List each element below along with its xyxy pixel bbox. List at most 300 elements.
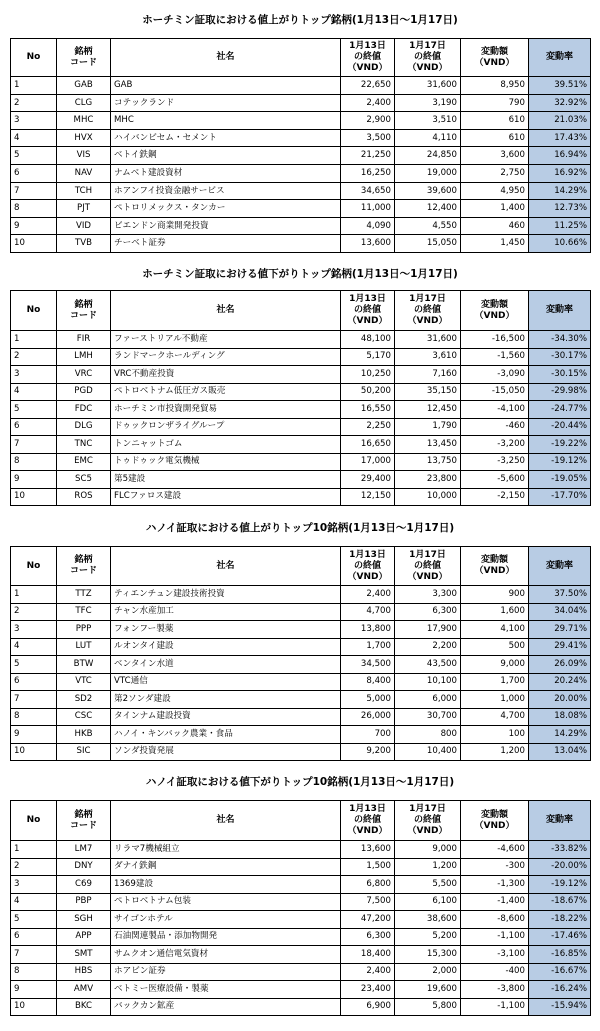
cell-close-jan13: 9,200 — [341, 743, 395, 761]
cell-name: サイゴンホテル — [111, 911, 341, 929]
cell-no: 3 — [11, 621, 57, 639]
cell-close-jan13: 16,550 — [341, 401, 395, 419]
header-row — [11, 547, 591, 586]
table-row — [11, 164, 591, 182]
cell-close-jan13: 6,800 — [341, 876, 395, 894]
cell-no: 6 — [11, 164, 57, 182]
cell-no: 2 — [11, 348, 57, 366]
cell-rate: -19.05% — [529, 471, 591, 489]
cell-no: 6 — [11, 928, 57, 946]
cell-change: -1,300 — [461, 876, 529, 894]
cell-name: VTC通信 — [111, 673, 341, 691]
table-row — [11, 586, 591, 604]
cell-no: 7 — [11, 182, 57, 200]
cell-change: 900 — [461, 586, 529, 604]
table-row — [11, 858, 591, 876]
cell-name: チーベト証券 — [111, 235, 341, 253]
cell-rate: -18.67% — [529, 893, 591, 911]
cell-code: VRC — [57, 366, 111, 384]
table-row — [11, 112, 591, 130]
section-title: ホーチミン証取における値上がりトップ銘柄(1月13日～1月17日) — [142, 14, 458, 26]
cell-code: APP — [57, 928, 111, 946]
cell-code: VID — [57, 217, 111, 235]
cell-no: 9 — [11, 471, 57, 489]
cell-name: リラマ7機械組立 — [111, 841, 341, 859]
header-row — [11, 801, 591, 841]
header-row — [11, 291, 591, 331]
cell-no: 10 — [11, 998, 57, 1016]
table-row — [11, 621, 591, 639]
cell-no: 6 — [11, 673, 57, 691]
cell-close-jan17: 800 — [395, 726, 461, 744]
cell-close-jan17: 30,700 — [395, 708, 461, 726]
header-close-jan17: 1月17日 の終値 （VND） — [395, 291, 461, 331]
cell-change: 1,450 — [461, 235, 529, 253]
cell-rate: 18.08% — [529, 708, 591, 726]
cell-close-jan13: 11,000 — [341, 200, 395, 218]
cell-name: ベトイ鉄鋼 — [111, 147, 341, 165]
cell-name: ティエンチュン建設技術投資 — [111, 586, 341, 604]
cell-change: -1,100 — [461, 928, 529, 946]
cell-rate: 10.66% — [529, 235, 591, 253]
table-row — [11, 488, 591, 506]
cell-close-jan13: 700 — [341, 726, 395, 744]
header-no: No — [11, 801, 57, 841]
cell-rate: 26.09% — [529, 656, 591, 674]
header-rate: 変動率 — [529, 39, 591, 77]
table-row — [11, 911, 591, 929]
cell-change: 4,950 — [461, 182, 529, 200]
cell-close-jan13: 50,200 — [341, 383, 395, 401]
cell-code: SGH — [57, 911, 111, 929]
header-code: 銘柄 コード — [57, 39, 111, 77]
cell-name: ランドマークホールディング — [111, 348, 341, 366]
cell-code: DNY — [57, 858, 111, 876]
cell-change: 1,600 — [461, 603, 529, 621]
table-row — [11, 963, 591, 981]
cell-code: TVB — [57, 235, 111, 253]
header-name: 社名 — [111, 547, 341, 586]
cell-code: HKB — [57, 726, 111, 744]
cell-close-jan13: 22,650 — [341, 77, 395, 95]
cell-rate: -30.15% — [529, 366, 591, 384]
cell-code: VIS — [57, 147, 111, 165]
cell-no: 10 — [11, 488, 57, 506]
cell-code: BKC — [57, 998, 111, 1016]
cell-close-jan13: 26,000 — [341, 708, 395, 726]
cell-no: 2 — [11, 603, 57, 621]
cell-code: TNC — [57, 436, 111, 454]
cell-rate: 11.25% — [529, 217, 591, 235]
header-close-jan17: 1月17日 の終値 （VND） — [395, 547, 461, 586]
cell-no: 9 — [11, 981, 57, 999]
cell-code: LMH — [57, 348, 111, 366]
table-row — [11, 656, 591, 674]
cell-change: -1,400 — [461, 893, 529, 911]
header-change: 変動額 （VND） — [461, 291, 529, 331]
cell-name: ペトロベトナム低圧ガス販売 — [111, 383, 341, 401]
cell-no: 5 — [11, 147, 57, 165]
cell-close-jan17: 13,750 — [395, 453, 461, 471]
cell-change: -3,090 — [461, 366, 529, 384]
cell-code: PJT — [57, 200, 111, 218]
cell-change: -300 — [461, 858, 529, 876]
cell-code: GAB — [57, 77, 111, 95]
cell-close-jan17: 6,300 — [395, 603, 461, 621]
ranking-table — [10, 800, 591, 1016]
cell-close-jan17: 5,500 — [395, 876, 461, 894]
cell-no: 2 — [11, 94, 57, 112]
cell-name: ドゥックロンザライグループ — [111, 418, 341, 436]
cell-close-jan13: 1,500 — [341, 858, 395, 876]
cell-rate: -16.24% — [529, 981, 591, 999]
table-row — [11, 638, 591, 656]
cell-change: -3,100 — [461, 946, 529, 964]
cell-change: 610 — [461, 112, 529, 130]
cell-close-jan17: 10,000 — [395, 488, 461, 506]
cell-close-jan17: 15,300 — [395, 946, 461, 964]
cell-no: 3 — [11, 366, 57, 384]
header-rate: 変動率 — [529, 547, 591, 586]
cell-change: -16,500 — [461, 331, 529, 349]
cell-code: PPP — [57, 621, 111, 639]
cell-name: ナムベト建設資材 — [111, 164, 341, 182]
cell-close-jan17: 4,550 — [395, 217, 461, 235]
cell-code: FDC — [57, 401, 111, 419]
cell-close-jan13: 13,600 — [341, 841, 395, 859]
cell-rate: 21.03% — [529, 112, 591, 130]
cell-name: ファーストリアル不動産 — [111, 331, 341, 349]
cell-code: TFC — [57, 603, 111, 621]
cell-rate: -20.44% — [529, 418, 591, 436]
cell-name: 石油関連製品・添加物開発 — [111, 928, 341, 946]
cell-close-jan13: 34,500 — [341, 656, 395, 674]
table-row — [11, 366, 591, 384]
cell-name: 1369建設 — [111, 876, 341, 894]
cell-close-jan13: 2,900 — [341, 112, 395, 130]
table-row — [11, 893, 591, 911]
cell-change: 610 — [461, 129, 529, 147]
cell-code: BTW — [57, 656, 111, 674]
cell-change: 460 — [461, 217, 529, 235]
cell-change: 9,000 — [461, 656, 529, 674]
table-row — [11, 603, 591, 621]
cell-name: MHC — [111, 112, 341, 130]
cell-rate: -20.00% — [529, 858, 591, 876]
cell-name: トゥドゥック電気機械 — [111, 453, 341, 471]
cell-name: ダナイ鉄鋼 — [111, 858, 341, 876]
cell-rate: -34.30% — [529, 331, 591, 349]
cell-rate: 20.00% — [529, 691, 591, 709]
cell-close-jan13: 21,250 — [341, 147, 395, 165]
cell-close-jan13: 10,250 — [341, 366, 395, 384]
cell-close-jan17: 19,000 — [395, 164, 461, 182]
cell-code: EMC — [57, 453, 111, 471]
table-row — [11, 418, 591, 436]
cell-close-jan13: 1,700 — [341, 638, 395, 656]
cell-close-jan17: 1,200 — [395, 858, 461, 876]
cell-code: CSC — [57, 708, 111, 726]
cell-name: ホーチミン市投資開発貿易 — [111, 401, 341, 419]
cell-code: C69 — [57, 876, 111, 894]
cell-no: 10 — [11, 235, 57, 253]
table-row — [11, 876, 591, 894]
table-row — [11, 998, 591, 1016]
header-rate: 変動率 — [529, 291, 591, 331]
header-code: 銘柄 コード — [57, 291, 111, 331]
cell-code: LUT — [57, 638, 111, 656]
cell-no: 7 — [11, 946, 57, 964]
cell-close-jan17: 38,600 — [395, 911, 461, 929]
cell-name: コテックランド — [111, 94, 341, 112]
cell-no: 3 — [11, 876, 57, 894]
cell-change: 3,600 — [461, 147, 529, 165]
cell-close-jan17: 31,600 — [395, 331, 461, 349]
table-row — [11, 841, 591, 859]
cell-name: フォンフー製薬 — [111, 621, 341, 639]
cell-code: SMT — [57, 946, 111, 964]
cell-close-jan17: 12,400 — [395, 200, 461, 218]
header-no: No — [11, 547, 57, 586]
cell-rate: 20.24% — [529, 673, 591, 691]
cell-code: HBS — [57, 963, 111, 981]
cell-name: ハノイ・キンバック農業・食品 — [111, 726, 341, 744]
cell-change: -4,100 — [461, 401, 529, 419]
cell-change: -400 — [461, 963, 529, 981]
cell-name: ハイバンビセム・セメント — [111, 129, 341, 147]
cell-rate: 34.04% — [529, 603, 591, 621]
cell-code: HVX — [57, 129, 111, 147]
cell-close-jan17: 3,610 — [395, 348, 461, 366]
cell-close-jan13: 2,400 — [341, 963, 395, 981]
cell-name: ルオンタイ建設 — [111, 638, 341, 656]
ranking-table — [10, 290, 591, 506]
cell-code: TTZ — [57, 586, 111, 604]
cell-close-jan13: 17,000 — [341, 453, 395, 471]
cell-rate: -33.82% — [529, 841, 591, 859]
cell-no: 6 — [11, 418, 57, 436]
cell-close-jan17: 2,200 — [395, 638, 461, 656]
table-row — [11, 928, 591, 946]
cell-close-jan17: 5,200 — [395, 928, 461, 946]
cell-rate: 13.04% — [529, 743, 591, 761]
cell-no: 8 — [11, 963, 57, 981]
cell-rate: 16.94% — [529, 147, 591, 165]
cell-close-jan13: 34,650 — [341, 182, 395, 200]
cell-code: SD2 — [57, 691, 111, 709]
cell-rate: -19.12% — [529, 453, 591, 471]
cell-close-jan13: 29,400 — [341, 471, 395, 489]
cell-close-jan17: 13,450 — [395, 436, 461, 454]
cell-name: トンニャットゴム — [111, 436, 341, 454]
header-close-jan17: 1月17日 の終値 （VND） — [395, 39, 461, 77]
cell-rate: 16.92% — [529, 164, 591, 182]
cell-change: 790 — [461, 94, 529, 112]
cell-close-jan13: 6,900 — [341, 998, 395, 1016]
header-close-jan13: 1月13日 の終値 （VND） — [341, 547, 395, 586]
cell-rate: -30.17% — [529, 348, 591, 366]
cell-change: 500 — [461, 638, 529, 656]
cell-close-jan13: 2,400 — [341, 94, 395, 112]
cell-close-jan17: 10,400 — [395, 743, 461, 761]
table-row — [11, 331, 591, 349]
cell-rate: 29.71% — [529, 621, 591, 639]
cell-code: LM7 — [57, 841, 111, 859]
header-change: 変動額 （VND） — [461, 39, 529, 77]
header-change: 変動額 （VND） — [461, 547, 529, 586]
cell-close-jan17: 12,450 — [395, 401, 461, 419]
header-no: No — [11, 291, 57, 331]
cell-close-jan17: 5,800 — [395, 998, 461, 1016]
cell-name: GAB — [111, 77, 341, 95]
cell-no: 5 — [11, 656, 57, 674]
cell-no: 1 — [11, 841, 57, 859]
cell-close-jan13: 16,650 — [341, 436, 395, 454]
cell-close-jan17: 17,900 — [395, 621, 461, 639]
cell-name: 第2ソンダ建設 — [111, 691, 341, 709]
cell-close-jan17: 15,050 — [395, 235, 461, 253]
cell-change: -3,800 — [461, 981, 529, 999]
cell-close-jan13: 16,250 — [341, 164, 395, 182]
cell-name: チャン水産加工 — [111, 603, 341, 621]
cell-change: 4,700 — [461, 708, 529, 726]
cell-rate: -16.67% — [529, 963, 591, 981]
table-row — [11, 217, 591, 235]
cell-close-jan13: 4,700 — [341, 603, 395, 621]
cell-close-jan13: 8,400 — [341, 673, 395, 691]
cell-close-jan13: 5,170 — [341, 348, 395, 366]
cell-code: NAV — [57, 164, 111, 182]
cell-code: PBP — [57, 893, 111, 911]
cell-no: 5 — [11, 911, 57, 929]
cell-rate: -15.94% — [529, 998, 591, 1016]
cell-no: 9 — [11, 217, 57, 235]
table-row — [11, 453, 591, 471]
table-row — [11, 383, 591, 401]
cell-name: 第5建設 — [111, 471, 341, 489]
cell-code: SIC — [57, 743, 111, 761]
cell-no: 8 — [11, 708, 57, 726]
cell-code: VTC — [57, 673, 111, 691]
cell-close-jan17: 31,600 — [395, 77, 461, 95]
cell-code: ROS — [57, 488, 111, 506]
cell-close-jan17: 39,600 — [395, 182, 461, 200]
cell-name: VRC不動産投資 — [111, 366, 341, 384]
header-name: 社名 — [111, 291, 341, 331]
cell-name: ソンダ投資発展 — [111, 743, 341, 761]
ranking-table — [10, 38, 591, 253]
section-title: ハノイ証取における値下がりトップ10銘柄(1月13日～1月17日) — [145, 776, 455, 788]
cell-rate: -24.77% — [529, 401, 591, 419]
table-row — [11, 235, 591, 253]
cell-rate: 14.29% — [529, 726, 591, 744]
cell-close-jan17: 3,510 — [395, 112, 461, 130]
cell-code: AMV — [57, 981, 111, 999]
cell-close-jan17: 19,600 — [395, 981, 461, 999]
cell-change: 4,100 — [461, 621, 529, 639]
cell-change: -460 — [461, 418, 529, 436]
header-code: 銘柄 コード — [57, 547, 111, 586]
cell-change: -4,600 — [461, 841, 529, 859]
cell-rate: 37.50% — [529, 586, 591, 604]
cell-no: 1 — [11, 586, 57, 604]
header-name: 社名 — [111, 801, 341, 841]
cell-rate: -17.70% — [529, 488, 591, 506]
header-rate: 変動率 — [529, 801, 591, 841]
cell-code: DLG — [57, 418, 111, 436]
header-close-jan13: 1月13日 の終値 （VND） — [341, 291, 395, 331]
table-row — [11, 401, 591, 419]
cell-name: FLCファロス建設 — [111, 488, 341, 506]
cell-name: ペトロリメックス・タンカー — [111, 200, 341, 218]
cell-close-jan13: 6,300 — [341, 928, 395, 946]
cell-change: 2,750 — [461, 164, 529, 182]
table-row — [11, 94, 591, 112]
table-row — [11, 981, 591, 999]
cell-close-jan17: 6,100 — [395, 893, 461, 911]
cell-rate: -18.22% — [529, 911, 591, 929]
cell-code: CLG — [57, 94, 111, 112]
cell-close-jan17: 9,000 — [395, 841, 461, 859]
cell-change: 1,200 — [461, 743, 529, 761]
cell-close-jan17: 10,100 — [395, 673, 461, 691]
header-close-jan17: 1月17日 の終値 （VND） — [395, 801, 461, 841]
cell-rate: 29.41% — [529, 638, 591, 656]
cell-change: 1,700 — [461, 673, 529, 691]
cell-name: ビエンドン商業開発投資 — [111, 217, 341, 235]
cell-name: タインナム建設投資 — [111, 708, 341, 726]
cell-no: 10 — [11, 743, 57, 761]
cell-close-jan13: 48,100 — [341, 331, 395, 349]
cell-close-jan17: 1,790 — [395, 418, 461, 436]
cell-no: 1 — [11, 331, 57, 349]
cell-close-jan17: 2,000 — [395, 963, 461, 981]
cell-rate: 14.29% — [529, 182, 591, 200]
cell-close-jan13: 5,000 — [341, 691, 395, 709]
table-row — [11, 946, 591, 964]
cell-name: ペトロベトナム包装 — [111, 893, 341, 911]
header-close-jan13: 1月13日 の終値 （VND） — [341, 39, 395, 77]
cell-no: 1 — [11, 77, 57, 95]
cell-change: -2,150 — [461, 488, 529, 506]
cell-close-jan17: 7,160 — [395, 366, 461, 384]
cell-change: -5,600 — [461, 471, 529, 489]
ranking-table — [10, 546, 591, 761]
cell-change: 1,400 — [461, 200, 529, 218]
cell-close-jan13: 18,400 — [341, 946, 395, 964]
header-no: No — [11, 39, 57, 77]
table-row — [11, 348, 591, 366]
cell-name: サムクオン通信電気資材 — [111, 946, 341, 964]
cell-close-jan17: 4,110 — [395, 129, 461, 147]
cell-close-jan17: 35,150 — [395, 383, 461, 401]
cell-change: -8,600 — [461, 911, 529, 929]
cell-no: 3 — [11, 112, 57, 130]
cell-rate: 17.43% — [529, 129, 591, 147]
table-row — [11, 691, 591, 709]
cell-close-jan13: 2,400 — [341, 586, 395, 604]
cell-close-jan13: 4,090 — [341, 217, 395, 235]
cell-change: -1,560 — [461, 348, 529, 366]
header-name: 社名 — [111, 39, 341, 77]
cell-name: ベンタイン水道 — [111, 656, 341, 674]
cell-no: 7 — [11, 436, 57, 454]
cell-rate: -29.98% — [529, 383, 591, 401]
cell-change: -3,200 — [461, 436, 529, 454]
section-title: ホーチミン証取における値下がりトップ銘柄(1月13日～1月17日) — [142, 268, 458, 280]
cell-close-jan13: 12,150 — [341, 488, 395, 506]
cell-close-jan13: 13,600 — [341, 235, 395, 253]
